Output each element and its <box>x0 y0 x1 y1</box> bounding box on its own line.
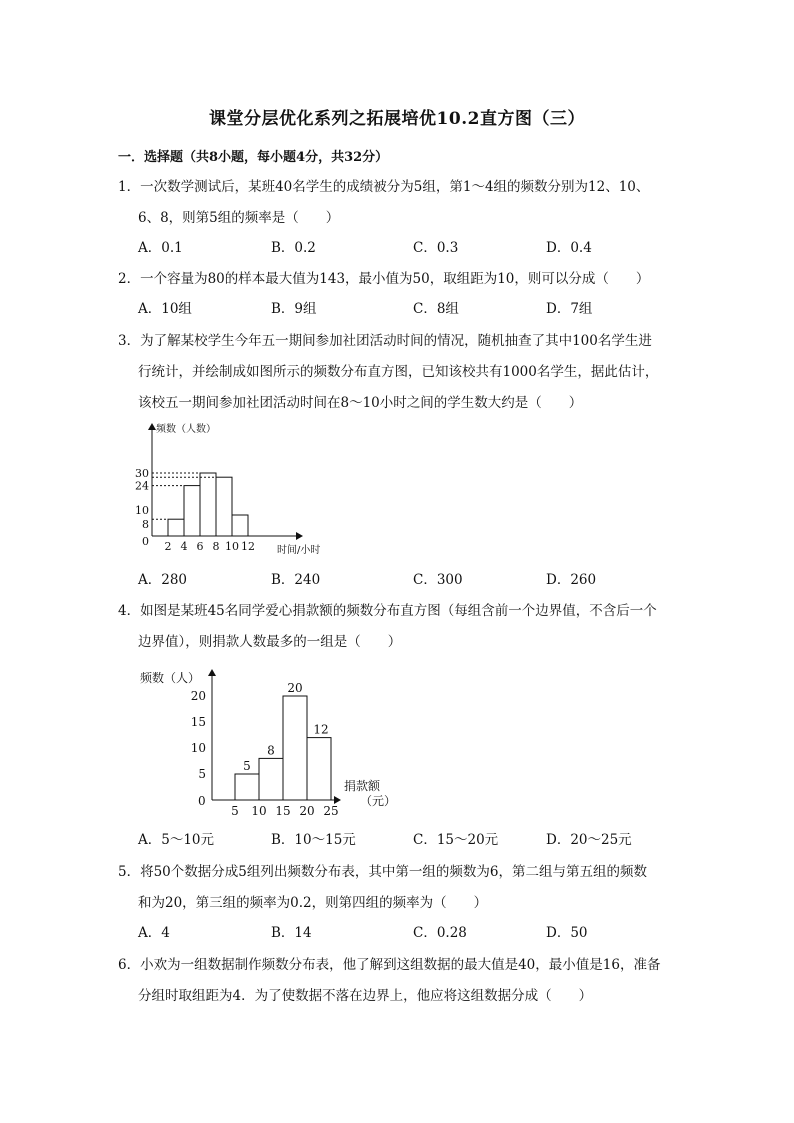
chart-1-xlabel: 时间/小时 <box>277 545 321 556</box>
chart-2-ytick-20: 20 <box>190 689 206 703</box>
q6-line-1: 6．小欢为一组数据制作频数分布表，他了解到这组数据的最大值是40，最小值是16，准备 <box>118 957 661 973</box>
chart-2-ytick-5: 5 <box>198 767 206 781</box>
q4-option-d[interactable]: D．20～25元 <box>546 832 632 848</box>
chart-2-xtick-5: 5 <box>231 804 239 818</box>
chart-1-xtick-4: 4 <box>180 540 188 553</box>
q2-option-b[interactable]: B．9组 <box>271 301 317 317</box>
q2-option-c[interactable]: C．8组 <box>413 301 459 317</box>
q5-option-a[interactable]: A．4 <box>138 925 170 941</box>
chart-1-origin-label: 0 <box>142 535 149 548</box>
q5-option-b[interactable]: B．14 <box>271 925 312 941</box>
q2-line-1: 2．一个容量为80的样本最大值为143，最小值为50，取组距为10，则可以分成（ ） <box>118 271 650 287</box>
q4-line-1: 4．如图是某班45名同学爱心捐款额的频数分布直方图（每组含前一个边界值，不含后一个 <box>118 603 657 619</box>
chart-1-bar-1 <box>168 519 184 536</box>
chart-1-xtick-10: 10 <box>225 540 239 553</box>
chart-1-ytick-24: 24 <box>135 479 149 493</box>
q5-option-d[interactable]: D．50 <box>546 925 588 941</box>
chart-1-xtick-8: 8 <box>212 540 220 553</box>
chart-2-histogram <box>132 660 412 820</box>
q1-option-d[interactable]: D．0.4 <box>546 240 592 256</box>
chart-2-data-label-4: 12 <box>313 722 329 737</box>
chart-2-bar-1 <box>235 774 259 800</box>
q3-line-1: 3．为了解某校学生今年五一期间参加社团活动时间的情况，随机抽查了其中100名学生进 <box>118 333 652 349</box>
chart-2-ylabel: 频数（人） <box>140 671 201 685</box>
chart-2-origin-label: 0 <box>198 794 206 808</box>
chart-2-bar-3 <box>283 696 307 800</box>
q1-option-c[interactable]: C．0.3 <box>413 240 459 256</box>
chart-2-xlabel-1: 捐款额 <box>344 779 381 793</box>
chart-2-xtick-15: 15 <box>275 804 291 818</box>
chart-1-xtick-12: 12 <box>241 540 255 553</box>
chart-1-bar-4 <box>216 477 232 536</box>
chart-1-bar-2 <box>184 486 200 536</box>
chart-1-ylabel: 频数（人数） <box>156 424 216 435</box>
chart-2-xtick-25: 25 <box>323 804 339 818</box>
q1-line-2: 6、8，则第5组的频率是（ ） <box>138 210 340 226</box>
chart-2-data-label-1: 5 <box>243 759 251 773</box>
chart-2-xlabel-2: （元） <box>360 794 397 808</box>
q5-line-1: 5．将50个数据分成5组列出频数分布表，其中第一组的频数为6，第二组与第五组的频数 <box>118 864 647 880</box>
chart-1-ytick-8: 8 <box>142 518 149 532</box>
q3-option-b[interactable]: B．240 <box>271 572 321 588</box>
page-title: 课堂分层优化系列之拓展培优10.2直方图（三） <box>209 109 585 129</box>
q2-option-d[interactable]: D．7组 <box>546 301 593 317</box>
chart-2-bar-2 <box>259 758 283 800</box>
q5-line-2: 和为20，第三组的频率为0.2，则第四组的频率为（ ） <box>138 895 488 911</box>
q2-option-a[interactable]: A．10组 <box>138 301 192 317</box>
chart-2-ytick-15: 15 <box>190 715 206 729</box>
chart-1-bar-5 <box>232 515 248 536</box>
q1-line-1: 1．一次数学测试后，某班40名学生的成绩被分为5组，第1～4组的频数分别为12、10、 <box>118 179 650 195</box>
chart-2-data-label-2: 8 <box>267 743 275 758</box>
q5-option-c[interactable]: C．0.28 <box>413 925 467 941</box>
chart-2-xtick-20: 20 <box>299 804 315 818</box>
q3-option-a[interactable]: A．280 <box>138 572 188 588</box>
section-heading: 一．选择题（共8小题，每小题4分，共32分） <box>118 150 389 165</box>
chart-1-xtick-6: 6 <box>196 540 204 553</box>
chart-1-ytick-30: 30 <box>135 467 149 480</box>
chart-1-xtick-2: 2 <box>164 540 172 553</box>
q4-line-2: 边界值），则捐款人数最多的一组是（ ） <box>138 634 402 650</box>
q1-option-a[interactable]: A．0.1 <box>138 240 183 256</box>
chart-2-bar-4 <box>307 738 331 800</box>
q3-line-2: 行统计，并绘制成如图所示的频数分布直方图，已知该校共有1000名学生，据此估计， <box>138 364 659 380</box>
q3-option-c[interactable]: C．300 <box>413 572 463 588</box>
q4-option-a[interactable]: A．5～10元 <box>138 832 215 848</box>
q4-option-b[interactable]: B．10～15元 <box>271 832 356 848</box>
q3-line-3: 该校五一期间参加社团活动时间在8～10小时之间的学生数大约是（ ） <box>138 395 583 411</box>
q1-option-b[interactable]: B．0.2 <box>271 240 316 256</box>
chart-1-histogram <box>130 418 370 568</box>
chart-2-data-label-3: 20 <box>287 681 303 695</box>
chart-2-ytick-10: 10 <box>190 741 206 755</box>
chart-2-xtick-10: 10 <box>251 804 267 818</box>
q4-option-c[interactable]: C．15～20元 <box>413 832 499 848</box>
q6-line-2: 分组时取组距为4．为了使数据不落在边界上，他应将这组数据分成（ ） <box>138 988 593 1004</box>
chart-1-bar-3 <box>200 473 216 536</box>
chart-1-ytick-10: 10 <box>135 504 149 517</box>
q3-option-d[interactable]: D．260 <box>546 572 597 588</box>
